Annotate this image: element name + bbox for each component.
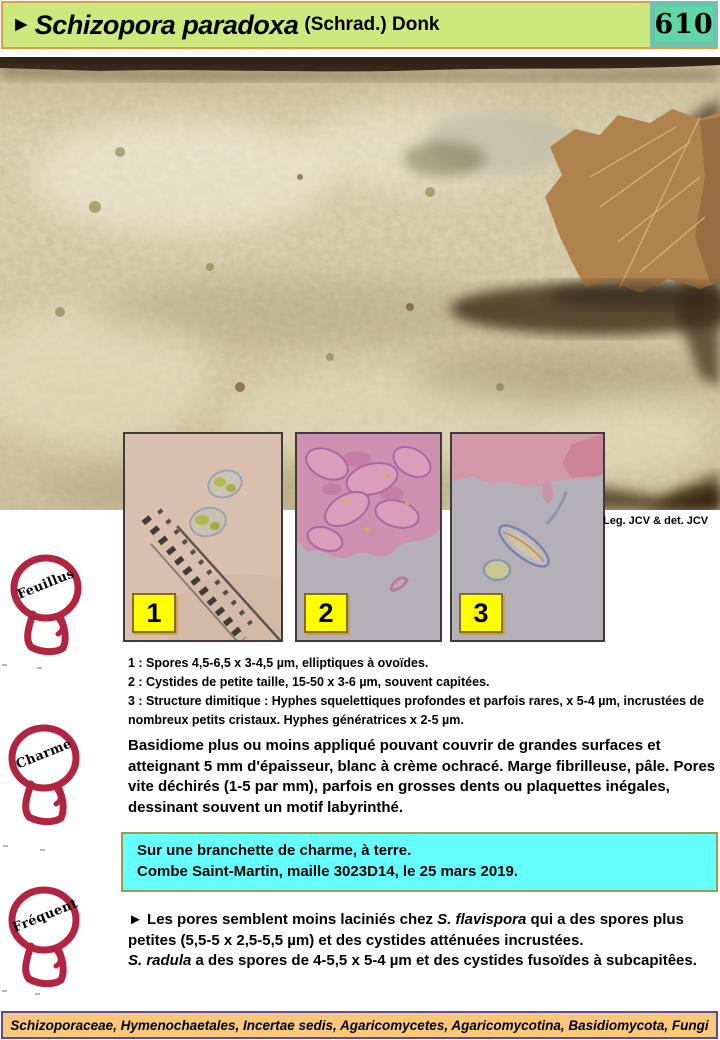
mushroom-stamp-icon <box>4 550 88 668</box>
macro-description: Basidiome plus ou moins appliqué pouvant couvrir de grandes surfaces et atteignant 5 mm d'épaisseur, blanc à crème ochracé. Marge fibrilleuse, pâle. Pores vite déchirés (1-5 par mm), parfois en grosses dents ou plaquettes inégales, dessinant souvent un motif labyrinthé. <box>128 737 716 816</box>
stamp-frequency <box>2 882 86 1000</box>
figure-number-badge: 3 <box>459 593 503 633</box>
species-author: (Schrad.) Donk <box>304 14 440 35</box>
collection-line: Combe Saint-Martin, maille 3023D14, le 25 mars 2019. <box>137 863 519 880</box>
micrograph-hyphes <box>450 432 605 642</box>
scan-speck <box>40 849 45 851</box>
micrograph-spores <box>123 432 283 642</box>
figure-number-badge: 2 <box>304 593 348 633</box>
habitat-line: Sur une branchette de charme, à terre. <box>137 842 412 859</box>
stamp-label: Feuillus <box>15 566 77 603</box>
stamp-substrate <box>4 550 88 668</box>
mushroom-stamp-icon <box>2 720 86 838</box>
note-cystides: 2 : Cystides de petite taille, 15-50 x 3-6 µm, souvent capitées. <box>128 675 490 689</box>
stamp-host <box>2 720 86 838</box>
header-bar <box>1 1 718 49</box>
comparison-notes <box>128 910 716 972</box>
taxonomy-footer <box>1 1011 718 1039</box>
scan-speck <box>37 667 42 669</box>
figure-number-badge: 1 <box>132 593 176 633</box>
note-spores: 1 : Spores 4,5-6,5 x 3-4,5 µm, elliptiques à ovoïdes. <box>128 656 429 670</box>
comparison-arrow-icon: ► <box>128 911 143 928</box>
page-number: 610 <box>655 6 713 42</box>
micro-notes <box>128 654 712 730</box>
stamp-label: Charme <box>13 736 75 773</box>
page-number-badge <box>650 1 718 47</box>
species-flavispora: S. flavispora <box>437 911 527 928</box>
scan-speck <box>35 993 40 995</box>
photo-credit: Leg. JCV & det. JCV <box>603 515 709 527</box>
comparison-text: Les pores semblent moins laciniés chez <box>142 911 438 928</box>
taxonomy-text: Schizoporaceae, Hymenochaetales, Incertae sedis, Agaricomycetes, Agaricomycotina, Basidiomycota, Fungi <box>10 1017 709 1033</box>
species-title: Schizopora paradoxa <box>34 9 299 40</box>
stamp-label: Fréquent <box>10 896 80 936</box>
micrograph-cystides <box>295 432 442 642</box>
comparison-text: qui a des spores plus petites (5,5-5 x 2,5-5,5 µm) et des cystides atténuées incrustées. <box>128 911 684 949</box>
scan-speck <box>2 664 7 666</box>
comparison-text: a des spores de 4-5,5 x 5-4 µm et des cystides fusoïdes à subcapitêes. <box>191 952 697 969</box>
scan-speck <box>3 845 8 847</box>
note-structure: 3 : Structure dimitique : Hyphes squelettiques profondes et parfois rares, x 5-4 µm, incrustées de nombreux petits cristaux. Hyphes génératrices x 2-5 µm. <box>128 694 705 727</box>
title-arrow-icon: ► <box>11 13 32 36</box>
habitat-box <box>121 832 718 892</box>
species-radula: S. radula <box>128 952 192 969</box>
scan-speck <box>2 990 7 992</box>
